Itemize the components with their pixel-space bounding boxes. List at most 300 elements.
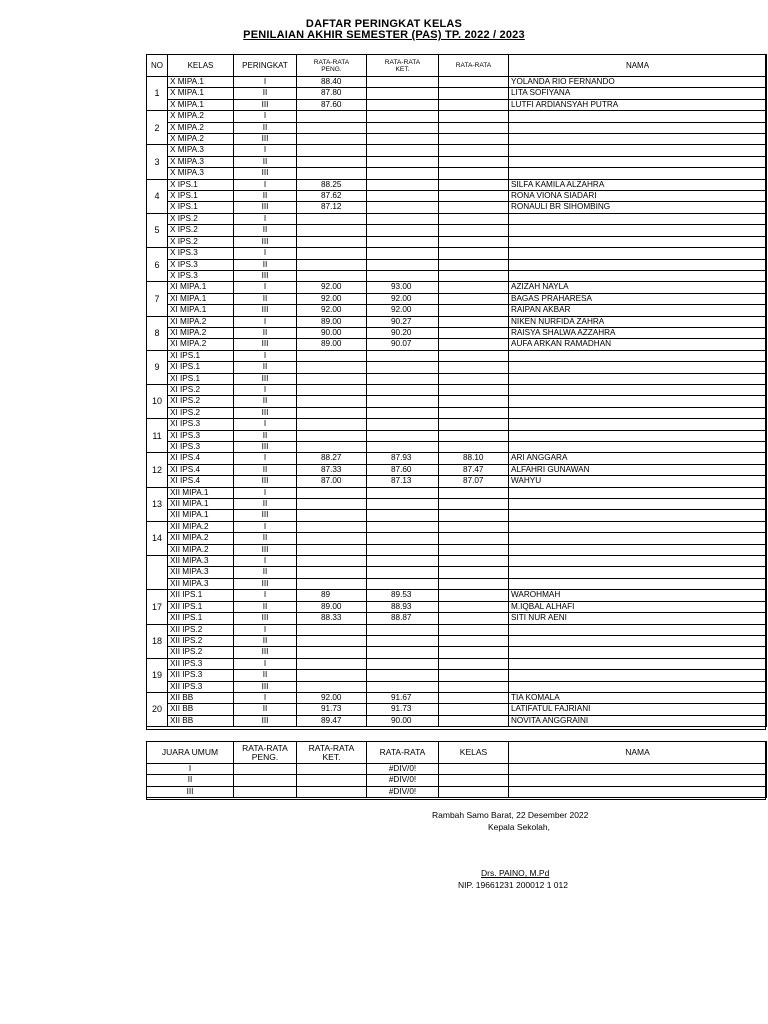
cell-kelas: XI IPS.2: [168, 384, 234, 395]
table-row: [147, 670, 767, 681]
cell-rata-ket: [367, 396, 439, 407]
cell-peringkat: II: [234, 567, 297, 578]
table-row: [147, 179, 767, 190]
header-rata-ket-line2: KET.: [395, 65, 410, 73]
table-row: [147, 590, 767, 601]
cell-rata-peng: 89.00: [297, 316, 367, 327]
table-row: [147, 77, 767, 88]
cell-nama: [509, 658, 767, 669]
cell-nama: [509, 487, 767, 498]
table-row: [147, 487, 767, 498]
cell-kelas: XII MIPA.1: [168, 487, 234, 498]
cell-nama: [509, 168, 767, 179]
cell-rata-peng: [297, 259, 367, 270]
cell-peringkat: II: [234, 464, 297, 475]
cell-rata: [439, 578, 509, 589]
cell-no: 5: [147, 213, 168, 247]
cell-rata: [439, 704, 509, 715]
cell-rata: [439, 692, 509, 703]
cell-rata-ket: [367, 499, 439, 510]
cell-rata-ket: [367, 419, 439, 430]
header-sum-ket-line1: RATA-RATA: [308, 742, 355, 753]
cell-kelas: XII IPS.2: [168, 635, 234, 646]
cell-nama: RAISYA SHALWA AZZAHRA: [509, 327, 767, 338]
cell-rata-peng: 87.33: [297, 464, 367, 475]
cell-nama: AZIZAH NAYLA: [509, 282, 767, 293]
table-row: [147, 168, 767, 179]
header-sum-ket-line2: KET.: [322, 751, 341, 762]
table-row: [147, 647, 767, 658]
cell-rata-peng: [297, 156, 367, 167]
table-row: [147, 521, 767, 532]
cell-rata-peng: [297, 122, 367, 133]
cell-rata: [439, 499, 509, 510]
cell-rata-ket: [367, 407, 439, 418]
cell-nama: [509, 213, 767, 224]
cell-rata-ket: [367, 384, 439, 395]
cell-rata-ket: 92.00: [367, 293, 439, 304]
cell-rata-ket: [367, 521, 439, 532]
cell-nama: [509, 567, 767, 578]
cell-nama: [509, 578, 767, 589]
cell-rata-peng: [297, 236, 367, 247]
cell-sum-peng: [234, 786, 297, 797]
cell-kelas: XI IPS.3: [168, 419, 234, 430]
cell-rata: [439, 248, 509, 259]
cell-rata-ket: 93.00: [367, 282, 439, 293]
table-row: [147, 327, 767, 338]
cell-rata: [439, 111, 509, 122]
cell-sum-nama: [509, 764, 767, 775]
cell-kelas: XI IPS.1: [168, 373, 234, 384]
cell-peringkat: III: [234, 544, 297, 555]
cell-kelas: XII MIPA.3: [168, 556, 234, 567]
cell-nama: LITA SOFIYANA: [509, 88, 767, 99]
signature-name: Drs. PAINO, M.Pd: [481, 868, 550, 878]
cell-rata-ket: [367, 567, 439, 578]
signature-place-date: Rambah Samo Barat, 22 Desember 2022: [432, 810, 589, 820]
table-row: [147, 681, 767, 692]
cell-peringkat: II: [234, 191, 297, 202]
cell-peringkat: II: [234, 122, 297, 133]
cell-rata: [439, 293, 509, 304]
header-peringkat: PERINGKAT: [234, 55, 297, 77]
table-row: [147, 658, 767, 669]
cell-kelas: X IPS.3: [168, 270, 234, 281]
cell-kelas: X MIPA.2: [168, 134, 234, 145]
table-row: [147, 407, 767, 418]
signature-nip: NIP. 19661231 200012 1 012: [458, 880, 568, 890]
ranking-table: [146, 54, 767, 727]
cell-rata: [439, 350, 509, 361]
cell-rata-peng: 91.73: [297, 704, 367, 715]
cell-peringkat: I: [234, 77, 297, 88]
cell-rata-peng: [297, 487, 367, 498]
cell-rata: 87.07: [439, 476, 509, 487]
cell-kelas: X MIPA.1: [168, 88, 234, 99]
cell-nama: SITI NUR AENI: [509, 613, 767, 624]
cell-kelas: XII MIPA.2: [168, 533, 234, 544]
cell-rata-peng: [297, 213, 367, 224]
cell-rata: [439, 156, 509, 167]
table-row: [147, 601, 767, 612]
cell-nama: [509, 373, 767, 384]
cell-rata-peng: 92.00: [297, 293, 367, 304]
cell-peringkat: III: [234, 373, 297, 384]
cell-no: 19: [147, 658, 168, 692]
cell-rata: [439, 487, 509, 498]
cell-nama: [509, 122, 767, 133]
cell-rata-ket: [367, 510, 439, 521]
cell-nama: RONAULI BR SIHOMBING: [509, 202, 767, 213]
header-sum-peng-line2: PENG.: [251, 751, 279, 762]
cell-rata: [439, 624, 509, 635]
cell-sum-nama: [509, 786, 767, 797]
header-sum-peng: [234, 742, 297, 764]
cell-kelas: XI IPS.2: [168, 396, 234, 407]
cell-rata-ket: 92.00: [367, 305, 439, 316]
cell-rata: [439, 544, 509, 555]
cell-rata: [439, 134, 509, 145]
cell-rata-peng: [297, 145, 367, 156]
cell-rata: [439, 556, 509, 567]
cell-rata-peng: [297, 362, 367, 373]
cell-rata-peng: [297, 248, 367, 259]
table-row: [147, 316, 767, 327]
header-sum-kelas: KELAS: [439, 742, 509, 764]
cell-nama: RONA VIONA SIADARI: [509, 191, 767, 202]
cell-rata-ket: [367, 658, 439, 669]
cell-peringkat: II: [234, 635, 297, 646]
cell-kelas: XI IPS.4: [168, 476, 234, 487]
cell-rata-peng: 89.00: [297, 601, 367, 612]
cell-rata-peng: [297, 373, 367, 384]
cell-nama: [509, 419, 767, 430]
cell-rata-peng: [297, 111, 367, 122]
header-rata-peng: [297, 55, 367, 77]
cell-rata-ket: [367, 647, 439, 658]
cell-peringkat: III: [234, 476, 297, 487]
header-juara-umum: JUARA UMUM: [147, 742, 234, 764]
cell-rata: [439, 339, 509, 350]
table-row: [147, 145, 767, 156]
cell-no: 4: [147, 179, 168, 213]
table-row: [147, 396, 767, 407]
cell-rata-peng: [297, 270, 367, 281]
cell-peringkat: I: [234, 453, 297, 464]
cell-rata-ket: [367, 556, 439, 567]
table-row: [147, 305, 767, 316]
cell-nama: M.IQBAL ALHAFI: [509, 601, 767, 612]
header-sum-rata: RATA-RATA: [367, 742, 439, 764]
cell-rata: [439, 316, 509, 327]
table-row: [147, 88, 767, 99]
cell-kelas: XII IPS.3: [168, 670, 234, 681]
cell-kelas: XI MIPA.2: [168, 339, 234, 350]
cell-nama: [509, 510, 767, 521]
cell-no: 10: [147, 384, 168, 418]
cell-rata: [439, 145, 509, 156]
table-row: [147, 786, 767, 797]
cell-rata: [439, 442, 509, 453]
cell-rata: [439, 419, 509, 430]
cell-no: 6: [147, 248, 168, 282]
table-row: [147, 544, 767, 555]
cell-nama: ARI ANGGARA: [509, 453, 767, 464]
cell-peringkat: II: [234, 259, 297, 270]
cell-nama: [509, 430, 767, 441]
cell-peringkat: I: [234, 384, 297, 395]
cell-sum-kelas: [439, 764, 509, 775]
cell-peringkat: II: [234, 430, 297, 441]
cell-rata: [439, 362, 509, 373]
table-row: [147, 715, 767, 726]
cell-kelas: XII BB: [168, 692, 234, 703]
table-row: [147, 339, 767, 350]
cell-kelas: XII MIPA.3: [168, 567, 234, 578]
cell-rata-peng: [297, 384, 367, 395]
cell-kelas: X MIPA.3: [168, 168, 234, 179]
table-row: [147, 236, 767, 247]
cell-kelas: XII MIPA.1: [168, 499, 234, 510]
cell-nama: [509, 635, 767, 646]
cell-rata: [439, 259, 509, 270]
cell-rata-ket: [367, 179, 439, 190]
cell-rata: [439, 270, 509, 281]
cell-rata-ket: [367, 213, 439, 224]
table-row: [147, 567, 767, 578]
cell-rata-ket: [367, 202, 439, 213]
cell-nama: TIA KOMALA: [509, 692, 767, 703]
cell-no: [147, 556, 168, 590]
cell-peringkat: II: [234, 670, 297, 681]
cell-rata-ket: [367, 430, 439, 441]
cell-rata: [439, 658, 509, 669]
cell-rata-peng: [297, 225, 367, 236]
cell-nama: [509, 681, 767, 692]
cell-rata: [439, 88, 509, 99]
cell-kelas: XII MIPA.2: [168, 544, 234, 555]
cell-rata: [439, 191, 509, 202]
cell-rata-peng: [297, 567, 367, 578]
cell-kelas: XI IPS.4: [168, 464, 234, 475]
table-row: [147, 384, 767, 395]
header-nama: NAMA: [509, 55, 767, 77]
cell-nama: [509, 544, 767, 555]
cell-peringkat: III: [234, 270, 297, 281]
header-rata-peng-line1: RATA-RATA: [313, 58, 350, 66]
table-row: [147, 111, 767, 122]
cell-peringkat: I: [234, 487, 297, 498]
cell-rata-peng: 87.60: [297, 99, 367, 110]
cell-no: 14: [147, 521, 168, 555]
cell-nama: [509, 156, 767, 167]
cell-peringkat: II: [234, 225, 297, 236]
cell-rata-peng: [297, 350, 367, 361]
cell-kelas: XII IPS.1: [168, 601, 234, 612]
cell-kelas: XI IPS.3: [168, 442, 234, 453]
cell-peringkat: III: [234, 339, 297, 350]
cell-rata-ket: [367, 624, 439, 635]
cell-rata-peng: 92.00: [297, 282, 367, 293]
cell-peringkat: II: [234, 533, 297, 544]
cell-peringkat: I: [234, 282, 297, 293]
cell-peringkat: I: [234, 692, 297, 703]
cell-peringkat: I: [234, 419, 297, 430]
cell-rata: [439, 521, 509, 532]
cell-rata-peng: 87.12: [297, 202, 367, 213]
cell-nama: [509, 556, 767, 567]
cell-peringkat: II: [234, 362, 297, 373]
cell-rata-peng: [297, 544, 367, 555]
cell-nama: [509, 407, 767, 418]
cell-nama: [509, 499, 767, 510]
header-sum-nama: NAMA: [509, 742, 767, 764]
cell-nama: [509, 270, 767, 281]
cell-no: 9: [147, 350, 168, 384]
table-row: [147, 350, 767, 361]
cell-nama: [509, 624, 767, 635]
cell-no: 17: [147, 590, 168, 624]
cell-peringkat: I: [234, 213, 297, 224]
cell-no: 11: [147, 419, 168, 453]
cell-peringkat: III: [234, 202, 297, 213]
cell-rata: [439, 305, 509, 316]
cell-peringkat: III: [234, 647, 297, 658]
cell-nama: WAHYU: [509, 476, 767, 487]
table-row: [147, 362, 767, 373]
cell-peringkat: I: [234, 111, 297, 122]
cell-rata-peng: 88.33: [297, 613, 367, 624]
cell-sum-ket: [297, 786, 367, 797]
cell-rata-ket: [367, 533, 439, 544]
cell-nama: [509, 442, 767, 453]
cell-kelas: XI IPS.3: [168, 430, 234, 441]
table-row: [147, 430, 767, 441]
cell-rata: [439, 236, 509, 247]
cell-rata: [439, 384, 509, 395]
cell-rata: [439, 99, 509, 110]
table-row: [147, 775, 767, 786]
cell-kelas: XII IPS.3: [168, 658, 234, 669]
table-row: [147, 191, 767, 202]
cell-rata-peng: [297, 407, 367, 418]
cell-nama: [509, 533, 767, 544]
cell-rata-peng: 89.47: [297, 715, 367, 726]
cell-rata-ket: 91.73: [367, 704, 439, 715]
cell-rata-peng: 88.40: [297, 77, 367, 88]
cell-rata: [439, 590, 509, 601]
cell-rata-peng: 88.27: [297, 453, 367, 464]
cell-kelas: X IPS.1: [168, 191, 234, 202]
cell-peringkat: I: [234, 658, 297, 669]
cell-rata-ket: [367, 88, 439, 99]
table-row: [147, 692, 767, 703]
cell-rata-ket: [367, 77, 439, 88]
cell-rata-ket: [367, 487, 439, 498]
table-row: [147, 373, 767, 384]
table-row: [147, 764, 767, 775]
cell-sum-ket: [297, 775, 367, 786]
table-row: [147, 578, 767, 589]
table-row: [147, 270, 767, 281]
cell-rata-ket: [367, 191, 439, 202]
cell-rata-peng: [297, 419, 367, 430]
cell-rata: [439, 635, 509, 646]
cell-kelas: X MIPA.2: [168, 122, 234, 133]
table-row: [147, 464, 767, 475]
cell-kelas: XI IPS.2: [168, 407, 234, 418]
cell-rata-peng: 92.00: [297, 305, 367, 316]
cell-nama: [509, 521, 767, 532]
cell-rata-ket: 90.07: [367, 339, 439, 350]
cell-rata: [439, 396, 509, 407]
cell-rata-peng: [297, 521, 367, 532]
table-row: [147, 510, 767, 521]
cell-rata: [439, 681, 509, 692]
cell-nama: [509, 248, 767, 259]
cell-rata: [439, 670, 509, 681]
cell-sum-ket: [297, 764, 367, 775]
cell-kelas: XI IPS.1: [168, 350, 234, 361]
cell-rata: [439, 213, 509, 224]
cell-kelas: X IPS.2: [168, 213, 234, 224]
cell-rata-ket: [367, 544, 439, 555]
cell-peringkat: II: [234, 499, 297, 510]
cell-kelas: X IPS.3: [168, 248, 234, 259]
cell-nama: [509, 647, 767, 658]
header-sum-ket: [297, 742, 367, 764]
table-row: [147, 134, 767, 145]
cell-rata-peng: [297, 533, 367, 544]
cell-rata-ket: 89.53: [367, 590, 439, 601]
cell-nama: [509, 384, 767, 395]
cell-kelas: X MIPA.1: [168, 77, 234, 88]
cell-rata: [439, 407, 509, 418]
cell-peringkat: II: [234, 601, 297, 612]
cell-rata: [439, 225, 509, 236]
cell-nama: BAGAS PRAHARESA: [509, 293, 767, 304]
cell-kelas: XII MIPA.2: [168, 521, 234, 532]
cell-nama: NIKEN NURFIDA ZAHRA: [509, 316, 767, 327]
table-row: [147, 99, 767, 110]
document-title: DAFTAR PERINGKAT KELAS: [305, 18, 463, 30]
cell-nama: [509, 134, 767, 145]
cell-sum-rata: #DIV/0!: [367, 786, 439, 797]
cell-rata-peng: [297, 635, 367, 646]
cell-kelas: X IPS.2: [168, 225, 234, 236]
table-row: [147, 624, 767, 635]
cell-rata-ket: [367, 270, 439, 281]
cell-rata-peng: 89.00: [297, 339, 367, 350]
cell-rata: [439, 77, 509, 88]
cell-rata-ket: [367, 442, 439, 453]
cell-peringkat: III: [234, 305, 297, 316]
cell-rata-ket: 87.93: [367, 453, 439, 464]
cell-peringkat: III: [234, 168, 297, 179]
cell-rata: [439, 327, 509, 338]
cell-rata-ket: [367, 122, 439, 133]
cell-rata-ket: [367, 111, 439, 122]
cell-rata-peng: 87.62: [297, 191, 367, 202]
table-row: [147, 122, 767, 133]
table-row: [147, 556, 767, 567]
cell-peringkat: III: [234, 407, 297, 418]
cell-rata-ket: [367, 259, 439, 270]
cell-rata: [439, 373, 509, 384]
cell-peringkat: III: [234, 681, 297, 692]
cell-peringkat: III: [234, 442, 297, 453]
